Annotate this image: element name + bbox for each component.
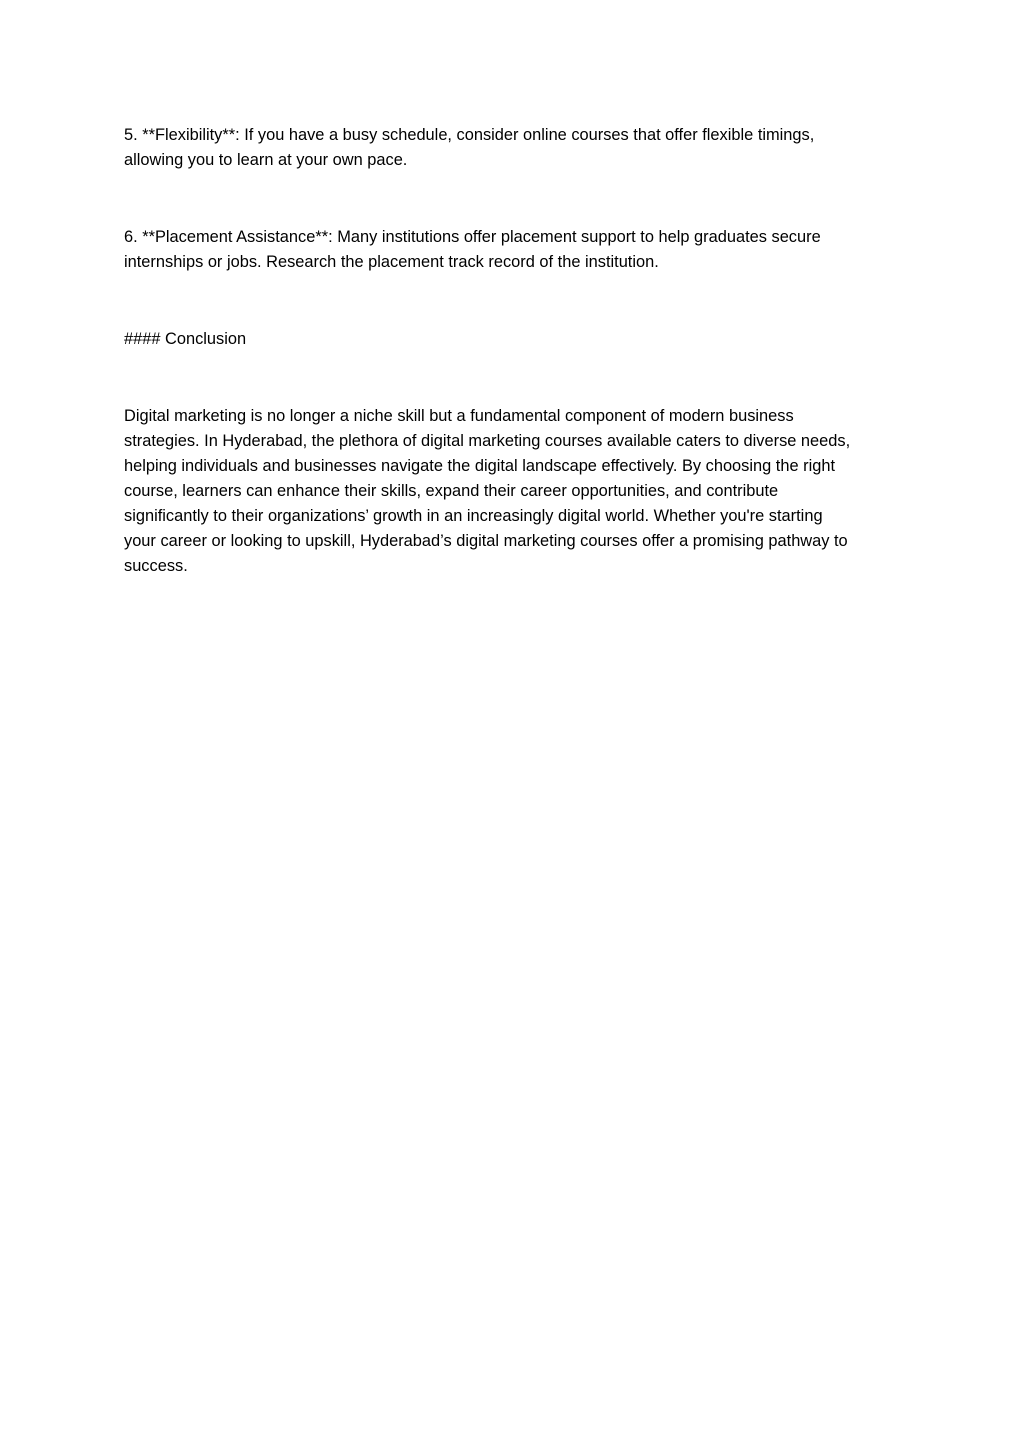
heading-conclusion: #### Conclusion [124,330,247,348]
paragraph-flexibility: 5. **Flexibility**: If you have a busy schedule, consider online courses that offer flexible timings, allowing you to learn at your own pace. [124,126,815,169]
document-body [124,123,914,579]
paragraph-placement-assistance: 6. **Placement Assistance**: Many institutions offer placement support to help graduates secure internships or jobs. Research the placement track record of the institution. [124,228,821,271]
paragraph-conclusion: Digital marketing is no longer a niche skill but a fundamental component of modern business strategies. In Hyderabad, the plethora of digital marketing courses available caters to diverse needs, helping individuals and businesses navigate the digital landscape effectively. By choosing the right course, learners can enhance their skills, expand their career opportunities, and contribute significantly to their organizations’ growth in an increasingly digital world. Whether you're starting your career or looking to upskill, Hyderabad’s digital marketing courses offer a promising pathway to success. [124,407,851,575]
